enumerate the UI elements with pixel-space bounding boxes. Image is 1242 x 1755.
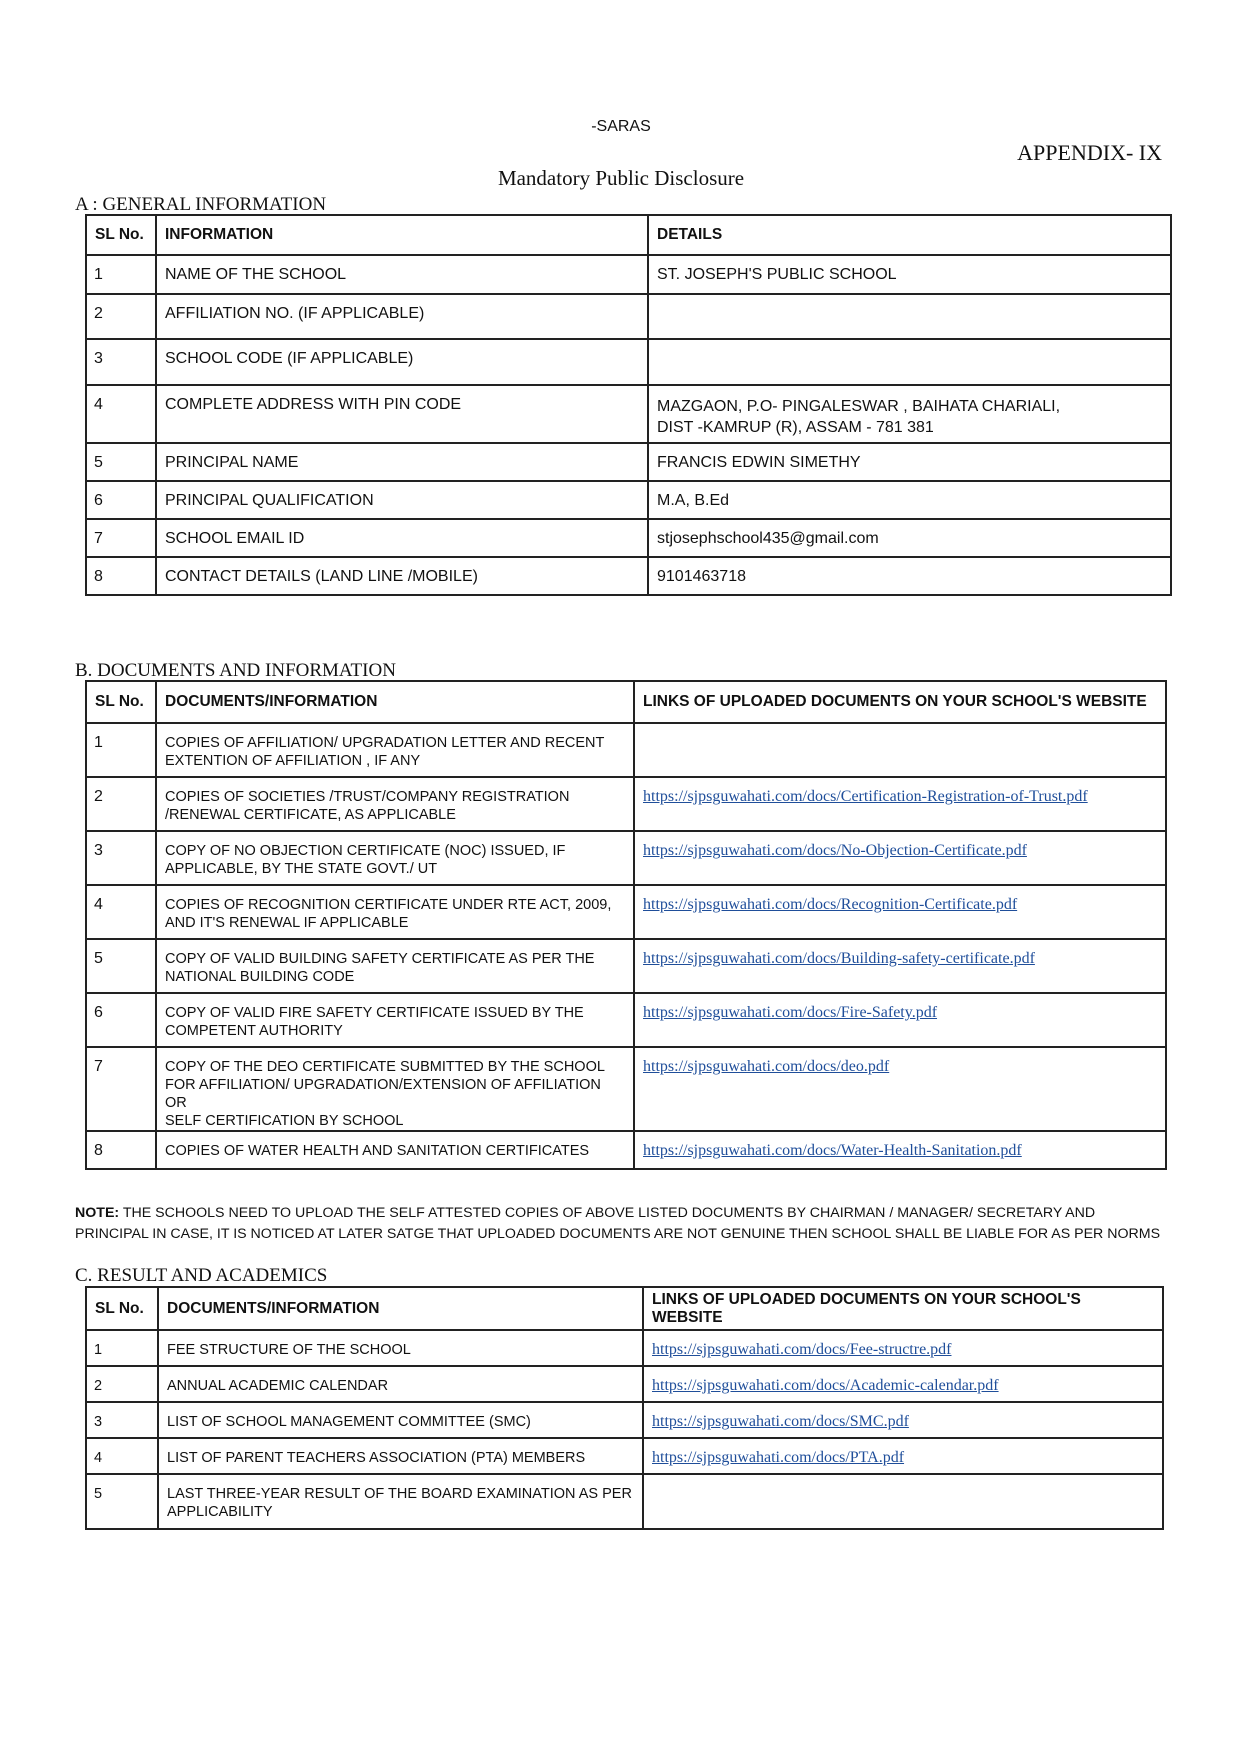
document-line: LAST THREE-YEAR RESULT OF THE BOARD EXAMINATION AS PER	[167, 1486, 632, 1502]
table-row	[86, 723, 1166, 777]
appendix-label: APPENDIX- IX	[1017, 140, 1162, 165]
link-cell	[643, 1330, 1163, 1366]
document-link[interactable]: https://sjpsguwahati.com/docs/Building-safety-certificate.pdf	[643, 950, 1035, 967]
document-line: COPIES OF SOCIETIES /TRUST/COMPANY REGISTRATION	[165, 789, 570, 805]
sl-cell: 2	[86, 294, 156, 339]
sl-cell: 6	[86, 481, 156, 519]
link-cell	[643, 1438, 1163, 1474]
table-row	[86, 777, 1166, 831]
table-header-row	[86, 681, 1166, 723]
document-link[interactable]: https://sjpsguwahati.com/docs/deo.pdf	[643, 1058, 890, 1075]
note-label: NOTE:	[75, 1205, 120, 1221]
sl-cell: 7	[86, 1047, 156, 1131]
document-cell	[156, 1131, 634, 1169]
address-line-2: DIST -KAMRUP (R), ASSAM - 781 381	[657, 419, 934, 436]
sl-cell: 5	[86, 1474, 158, 1529]
table-row	[86, 481, 1171, 519]
info-cell: AFFILIATION NO. (IF APPLICABLE)	[156, 294, 648, 339]
table-row	[86, 443, 1171, 481]
top-mark: -SARAS	[591, 118, 651, 135]
document-line: COMPETENT AUTHORITY	[165, 1023, 343, 1039]
link-cell	[634, 777, 1166, 831]
link-cell	[634, 1131, 1166, 1169]
column-header: INFORMATION	[156, 215, 648, 255]
table-row	[86, 1047, 1166, 1131]
document-link[interactable]: https://sjpsguwahati.com/docs/Recognition-Certificate.pdf	[643, 896, 1018, 913]
document-link[interactable]: https://sjpsguwahati.com/docs/Fee-structre.pdf	[652, 1341, 952, 1358]
table-row	[86, 339, 1171, 385]
document-cell	[156, 885, 634, 939]
info-cell: SCHOOL EMAIL ID	[156, 519, 648, 557]
table-row	[86, 1131, 1166, 1169]
sl-cell: 4	[86, 885, 156, 939]
document-line: COPIES OF WATER HEALTH AND SANITATION CERTIFICATES	[165, 1143, 590, 1159]
document-cell: FEE STRUCTURE OF THE SCHOOL	[158, 1330, 643, 1366]
link-cell	[634, 993, 1166, 1047]
sl-cell: 6	[86, 993, 156, 1047]
document-link[interactable]: https://sjpsguwahati.com/docs/Fire-Safety.pdf	[643, 1004, 938, 1021]
column-header: DOCUMENTS/INFORMATION	[158, 1287, 643, 1330]
info-cell: COMPLETE ADDRESS WITH PIN CODE	[156, 385, 648, 443]
document-cell	[156, 831, 634, 885]
sl-cell: 3	[86, 831, 156, 885]
document-link[interactable]: https://sjpsguwahati.com/docs/No-Objection-Certificate.pdf	[643, 842, 1027, 859]
sl-cell: 5	[86, 443, 156, 481]
details-cell	[648, 385, 1171, 443]
table-row	[86, 885, 1166, 939]
link-cell	[643, 1474, 1163, 1529]
document-cell: LIST OF PARENT TEACHERS ASSOCIATION (PTA) MEMBERS	[158, 1438, 643, 1474]
document-cell: ANNUAL ACADEMIC CALENDAR	[158, 1366, 643, 1402]
section-b-heading: B. DOCUMENTS AND INFORMATION	[75, 660, 396, 681]
table-row	[86, 519, 1171, 557]
table-row	[86, 1402, 1163, 1438]
table-row	[86, 993, 1166, 1047]
document-line: EXTENTION OF AFFILIATION , IF ANY	[165, 753, 421, 769]
table-row	[86, 385, 1171, 443]
note-text: THE SCHOOLS NEED TO UPLOAD THE SELF ATTESTED COPIES OF ABOVE LISTED DOCUMENTS BY CHAIRMAN / MANAGER/ SECRETARY AND PRINCIPAL IN CASE, IT IS NOTICED AT LATER SATGE THAT UPLOADED DOCUMENTS ARE NOT GENUINE THEN SCHOOL SHALL BE LIABLE FOR AS PER NORMS	[75, 1205, 1161, 1242]
sl-cell: 2	[86, 777, 156, 831]
document-cell	[156, 1047, 634, 1131]
document-cell	[156, 777, 634, 831]
document-line: APPLICABLE, BY THE STATE GOVT./ UT	[165, 861, 438, 877]
column-header: DOCUMENTS/INFORMATION	[156, 681, 634, 723]
details-cell: FRANCIS EDWIN SIMETHY	[648, 443, 1171, 481]
details-cell	[648, 339, 1171, 385]
link-cell	[634, 723, 1166, 777]
document-line: COPY OF VALID FIRE SAFETY CERTIFICATE ISSUED BY THE	[165, 1005, 584, 1021]
table-row	[86, 831, 1166, 885]
document-link[interactable]: https://sjpsguwahati.com/docs/PTA.pdf	[652, 1449, 905, 1466]
table-row	[86, 557, 1171, 595]
document-line: FOR AFFILIATION/ UPGRADATION/EXTENSION OF AFFILIATION OR	[165, 1077, 601, 1111]
address-line-1: MAZGAON, P.O- PINGALESWAR , BAIHATA CHARIALI,	[657, 398, 1061, 415]
sl-cell: 2	[86, 1366, 158, 1402]
document-line: /RENEWAL CERTIFICATE, AS APPLICABLE	[165, 807, 456, 823]
column-header: SL No.	[86, 215, 156, 255]
document-line: NATIONAL BUILDING CODE	[165, 969, 355, 985]
info-cell: SCHOOL CODE (IF APPLICABLE)	[156, 339, 648, 385]
section-a-heading: A : GENERAL INFORMATION	[75, 194, 327, 215]
document-cell	[156, 993, 634, 1047]
link-cell	[634, 885, 1166, 939]
table-row	[86, 1330, 1163, 1366]
table-row	[86, 1366, 1163, 1402]
document-cell: LIST OF SCHOOL MANAGEMENT COMMITTEE (SMC)	[158, 1402, 643, 1438]
sl-cell: 7	[86, 519, 156, 557]
details-cell: M.A, B.Ed	[648, 481, 1171, 519]
details-cell: stjosephschool435@gmail.com	[648, 519, 1171, 557]
sl-cell: 1	[86, 255, 156, 294]
table-row	[86, 939, 1166, 993]
info-cell: PRINCIPAL NAME	[156, 443, 648, 481]
sl-cell: 1	[86, 723, 156, 777]
document-line: COPY OF THE DEO CERTIFICATE SUBMITTED BY THE SCHOOL	[165, 1059, 605, 1075]
link-cell	[643, 1366, 1163, 1402]
sl-cell: 5	[86, 939, 156, 993]
info-cell: NAME OF THE SCHOOL	[156, 255, 648, 294]
document-line: SELF CERTIFICATION BY SCHOOL	[165, 1113, 404, 1129]
document-line: APPLICABILITY	[167, 1504, 273, 1520]
link-cell	[643, 1402, 1163, 1438]
link-cell	[634, 831, 1166, 885]
document-cell	[156, 723, 634, 777]
table-row	[86, 294, 1171, 339]
sl-cell: 3	[86, 1402, 158, 1438]
link-cell	[634, 939, 1166, 993]
document-line: COPIES OF AFFILIATION/ UPGRADATION LETTER AND RECENT	[165, 735, 605, 751]
document-cell	[156, 939, 634, 993]
document-link[interactable]: https://sjpsguwahati.com/docs/Academic-calendar.pdf	[652, 1377, 999, 1394]
disclosure-note	[75, 1203, 1165, 1245]
document-line: AND IT'S RENEWAL IF APPLICABLE	[165, 915, 409, 931]
table-row	[86, 255, 1171, 294]
sl-cell: 1	[86, 1330, 158, 1366]
column-header: SL No.	[86, 681, 156, 723]
documents-table	[85, 680, 1167, 1170]
sl-cell: 3	[86, 339, 156, 385]
sl-cell: 8	[86, 1131, 156, 1169]
column-header: LINKS OF UPLOADED DOCUMENTS ON YOUR SCHOOL'S WEBSITE	[643, 1287, 1163, 1330]
details-cell: ST. JOSEPH'S PUBLIC SCHOOL	[648, 255, 1171, 294]
table-header-row	[86, 215, 1171, 255]
sl-cell: 4	[86, 385, 156, 443]
column-header: DETAILS	[648, 215, 1171, 255]
document-line: COPY OF VALID BUILDING SAFETY CERTIFICATE AS PER THE	[165, 951, 595, 967]
general-info-table	[85, 214, 1172, 596]
sl-cell: 4	[86, 1438, 158, 1474]
table-header-row	[86, 1287, 1163, 1330]
info-cell: PRINCIPAL QUALIFICATION	[156, 481, 648, 519]
section-c-heading: C. RESULT AND ACADEMICS	[75, 1265, 328, 1286]
results-academics-table	[85, 1286, 1164, 1530]
document-line: COPY OF NO OBJECTION CERTIFICATE (NOC) ISSUED, IF	[165, 843, 566, 859]
details-cell	[648, 294, 1171, 339]
document-line: COPIES OF RECOGNITION CERTIFICATE UNDER RTE ACT, 2009,	[165, 897, 612, 913]
document-cell	[158, 1474, 643, 1529]
document-link[interactable]: https://sjpsguwahati.com/docs/SMC.pdf	[652, 1413, 909, 1430]
table-row	[86, 1474, 1163, 1529]
sl-cell: 8	[86, 557, 156, 595]
document-link[interactable]: https://sjpsguwahati.com/docs/Certification-Registration-of-Trust.pdf	[643, 788, 1088, 805]
document-title: Mandatory Public Disclosure	[497, 166, 745, 190]
details-cell: 9101463718	[648, 557, 1171, 595]
table-row	[86, 1438, 1163, 1474]
info-cell: CONTACT DETAILS (LAND LINE /MOBILE)	[156, 557, 648, 595]
column-header: SL No.	[86, 1287, 158, 1330]
document-link[interactable]: https://sjpsguwahati.com/docs/Water-Health-Sanitation.pdf	[643, 1142, 1022, 1159]
column-header: LINKS OF UPLOADED DOCUMENTS ON YOUR SCHOOL'S WEBSITE	[634, 681, 1166, 723]
link-cell	[634, 1047, 1166, 1131]
